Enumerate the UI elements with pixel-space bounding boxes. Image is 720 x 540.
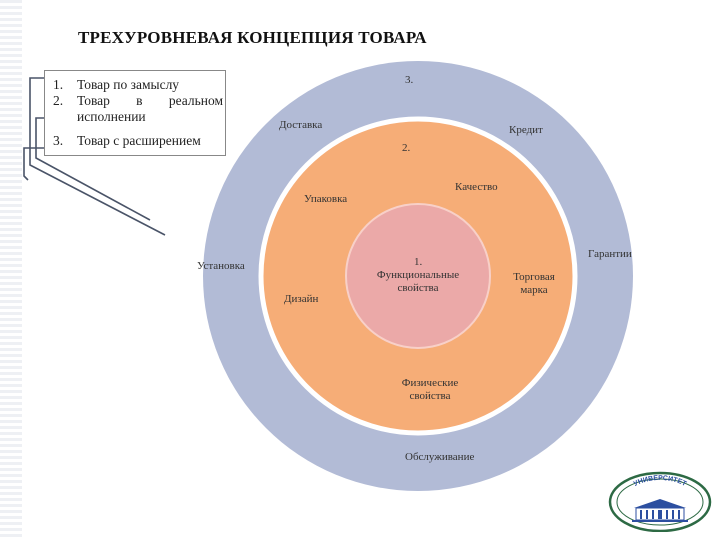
- legend-item-number: 1.: [53, 77, 64, 92]
- middle-label-design: Дизайн: [284, 293, 319, 305]
- legend-item-3: [53, 133, 223, 149]
- inner-label-functional: Функциональные свойства: [376, 269, 460, 294]
- middle-label-quality: Качество: [455, 181, 498, 193]
- outer-label-delivery: Доставка: [279, 119, 323, 131]
- outer-ring-level: 3.: [405, 74, 414, 86]
- outer-label-installation: Установка: [197, 260, 245, 272]
- legend-item-number: 2.: [53, 93, 64, 108]
- page-title: ТРЕХУРОВНЕВАЯ КОНЦЕПЦИЯ ТОВАРА: [78, 28, 427, 47]
- inner-circle-level: 1.: [414, 256, 423, 268]
- legend-item-2: [53, 93, 223, 125]
- university-building-icon: [606, 468, 714, 532]
- middle-label-physical: Физические свойства: [401, 377, 459, 402]
- legend-item-text: Товар в реальном исполнении: [77, 93, 223, 124]
- connector-line-3: [24, 148, 44, 180]
- legend-item-number: 3.: [53, 133, 64, 148]
- legend-item-text: Товар с расширением: [77, 133, 201, 148]
- outer-label-service: Обслуживание: [405, 451, 475, 463]
- legend-box: [44, 70, 226, 156]
- logo-arc-text: УНИВЕРСИТЕТ: [632, 474, 688, 488]
- middle-ring-level: 2.: [402, 142, 411, 154]
- outer-label-credit: Кредит: [509, 124, 543, 136]
- middle-label-brand: Торговая марка: [513, 271, 555, 296]
- legend-item-text: Товар по замыслу: [77, 77, 180, 92]
- middle-label-packaging: Упаковка: [304, 193, 348, 205]
- outer-label-warranty: Гарантии: [588, 248, 632, 260]
- legend-item-1: [53, 77, 223, 93]
